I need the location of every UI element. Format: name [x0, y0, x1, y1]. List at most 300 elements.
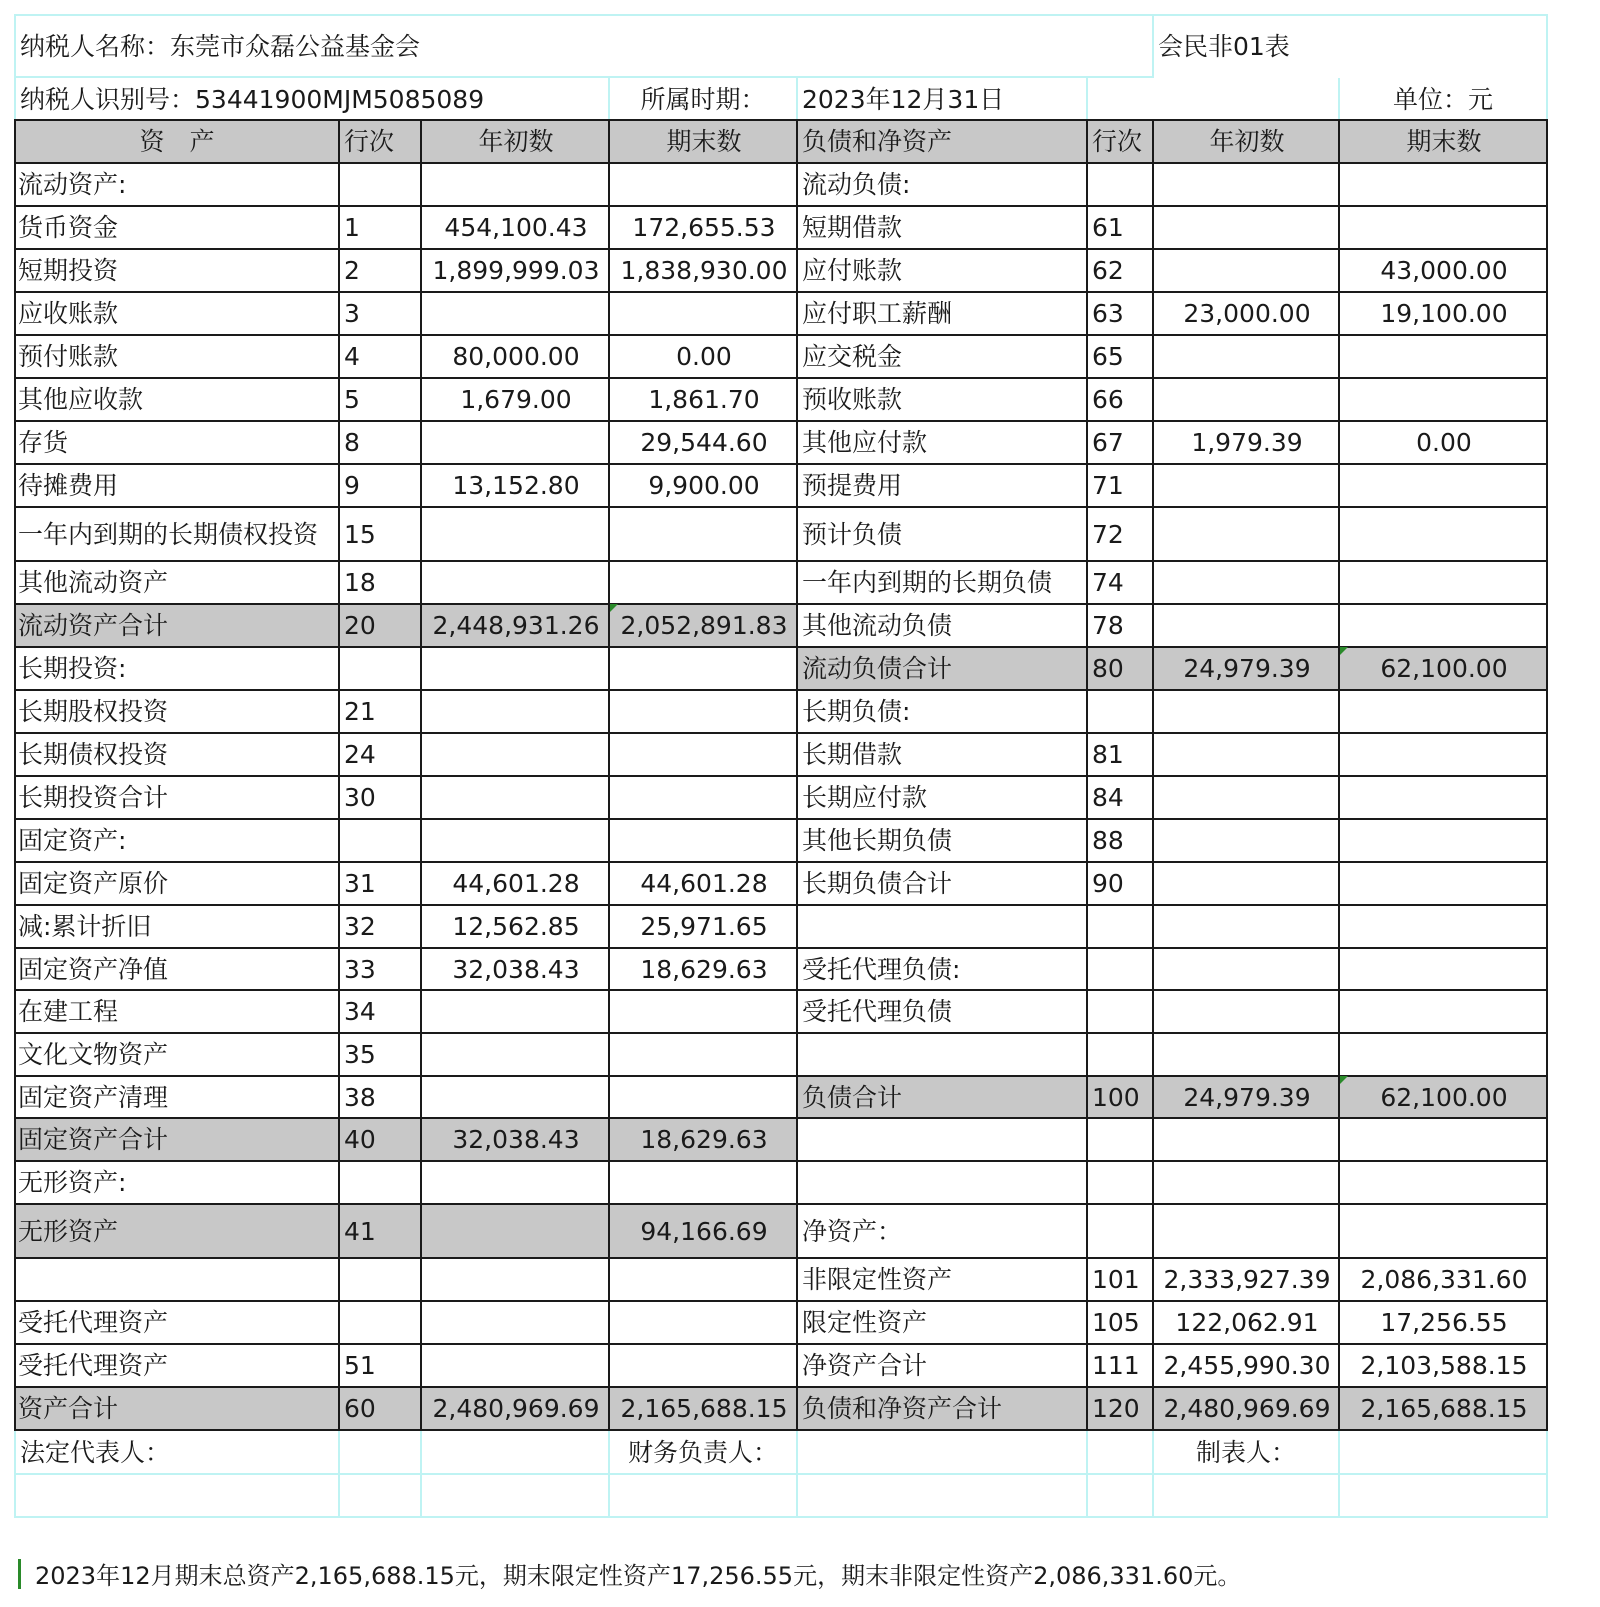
col-header-line-no-right: 行次	[1088, 120, 1154, 163]
liability-begin-value	[1154, 819, 1340, 862]
liability-end-value	[1340, 378, 1548, 421]
liability-name: 预提费用	[802, 471, 903, 500]
asset-name: 固定资产净值	[18, 954, 169, 984]
asset-begin-value	[422, 690, 610, 733]
liability-begin-value	[1154, 862, 1340, 905]
liability-end-value	[1340, 776, 1548, 819]
liability-begin-value	[1154, 249, 1340, 292]
grid-line	[420, 120, 422, 1431]
asset-name: 无形资产	[14, 1204, 340, 1258]
liability-end-value	[1340, 561, 1548, 604]
asset-name: 长期债权投资	[18, 740, 169, 769]
asset-line-no: 9	[344, 471, 360, 500]
liability-begin-value	[1154, 1118, 1340, 1161]
grid-line	[14, 377, 1548, 379]
liability-line-no: 67	[1092, 428, 1124, 457]
period-label: 所属时期：	[640, 84, 766, 114]
liability-line-no: 120	[1088, 1387, 1154, 1430]
liability-begin-value	[1154, 378, 1340, 421]
liability-name: 长期负债合计	[802, 869, 953, 898]
asset-begin-value: 80,000.00	[452, 342, 580, 371]
asset-begin-value: 12,562.85	[452, 912, 580, 941]
liability-name: 净资产合计	[802, 1351, 928, 1380]
asset-line-no: 3	[344, 299, 360, 328]
liability-begin-value	[1154, 776, 1340, 819]
liability-begin-value	[1154, 1204, 1340, 1258]
asset-line-no: 5	[344, 385, 360, 414]
asset-end-value	[610, 733, 798, 776]
liability-name: 应付职工薪酬	[802, 299, 953, 328]
grid-line	[14, 775, 1548, 777]
liability-end-value: 2,103,588.15	[1360, 1351, 1528, 1380]
liability-name: 流动负债:	[802, 170, 911, 199]
liability-line-no	[1088, 948, 1154, 990]
liability-name: 应交税金	[802, 342, 903, 371]
liability-name: 流动负债合计	[798, 647, 1088, 690]
asset-line-no	[340, 1301, 422, 1344]
cell-flag-marker	[1340, 1076, 1348, 1084]
grid-line	[14, 334, 1548, 336]
col-header-begin-right: 年初数	[1154, 120, 1340, 163]
legal-representative-label: 法定代表人：	[20, 1438, 171, 1467]
asset-end-value	[610, 1033, 798, 1076]
liability-name: 预计负债	[802, 519, 903, 549]
taxpayer-name-row	[16, 16, 1146, 76]
asset-begin-value	[422, 1301, 610, 1344]
asset-begin-value	[422, 561, 610, 604]
liability-end-value	[1340, 206, 1548, 249]
liability-line-no: 61	[1092, 213, 1124, 242]
asset-name: 存货	[18, 428, 69, 457]
liability-name: 受托代理负债	[802, 997, 953, 1026]
asset-line-no: 60	[340, 1387, 422, 1430]
asset-line-no: 1	[344, 213, 360, 242]
liability-line-no: 88	[1092, 826, 1124, 855]
grid-line	[14, 1343, 1548, 1345]
liability-line-no	[1088, 990, 1154, 1033]
grid-line	[14, 689, 1548, 691]
asset-begin-value	[422, 990, 610, 1033]
asset-begin-value	[422, 733, 610, 776]
liability-end-value	[1340, 905, 1548, 948]
asset-begin-value	[422, 819, 610, 862]
col-header-line-no: 行次	[340, 120, 422, 163]
liability-begin-value	[1154, 1033, 1340, 1076]
liability-end-value	[1340, 1118, 1548, 1161]
liability-line-no: 90	[1092, 869, 1124, 898]
asset-end-value	[610, 776, 798, 819]
asset-name: 流动资产:	[18, 170, 127, 199]
asset-name: 无形资产:	[18, 1168, 127, 1197]
liability-line-no	[1088, 163, 1154, 206]
liability-name: 其他长期负债	[802, 826, 953, 855]
asset-name: 流动资产合计	[14, 604, 340, 647]
grid-line	[608, 120, 610, 1431]
liability-name: 受托代理负债:	[802, 954, 961, 984]
grid-line	[14, 162, 1548, 164]
liability-begin-value	[1154, 905, 1340, 948]
liability-end-value	[1340, 1204, 1548, 1258]
asset-begin-value: 32,038.43	[452, 954, 580, 984]
asset-name: 一年内到期的长期债权投资	[18, 519, 319, 549]
col-header-liabilities: 负债和净资产	[798, 120, 1088, 163]
liability-line-no: 62	[1092, 256, 1124, 285]
liability-begin-value: 1,979.39	[1191, 428, 1303, 457]
asset-name: 预付账款	[18, 342, 119, 371]
liability-end-value: 43,000.00	[1380, 256, 1508, 285]
liability-line-no	[1088, 1204, 1154, 1258]
liability-line-no: 111	[1092, 1351, 1140, 1380]
preparer-label: 制表人：	[1195, 1438, 1296, 1467]
grid-line	[14, 603, 1548, 605]
asset-line-no: 41	[340, 1204, 422, 1258]
asset-line-no: 40	[340, 1118, 422, 1161]
asset-begin-value	[422, 776, 610, 819]
asset-name: 待摊费用	[18, 471, 119, 500]
taxpayer-name-label: 纳税人名称：	[20, 31, 171, 61]
cell-flag-marker	[1340, 647, 1348, 655]
grid-line	[14, 1075, 1548, 1077]
taxpayer-id-row	[16, 78, 606, 120]
liability-line-no	[1088, 1033, 1154, 1076]
asset-name: 资产合计	[14, 1387, 340, 1430]
grid-line	[14, 506, 1548, 508]
liability-name	[798, 1118, 1088, 1161]
asset-end-value	[610, 507, 798, 561]
asset-line-no: 34	[344, 997, 376, 1026]
grid-line	[14, 1300, 1548, 1302]
grid-line	[338, 120, 340, 1431]
grid-line	[796, 120, 798, 1431]
asset-end-value: 25,971.65	[640, 912, 768, 941]
liability-begin-value	[1154, 948, 1340, 990]
cell-flag-marker	[610, 604, 618, 612]
grid-line	[14, 205, 1548, 207]
grid-guide	[338, 1430, 340, 1518]
asset-line-no: 32	[344, 912, 376, 941]
liability-begin-value	[1154, 1161, 1340, 1204]
unit-label: 单位：元	[1392, 84, 1493, 114]
liability-begin-value	[1154, 561, 1340, 604]
asset-begin-value: 1,679.00	[460, 385, 572, 414]
asset-end-value	[610, 990, 798, 1033]
grid-line	[14, 1386, 1548, 1388]
liability-end-value	[1340, 733, 1548, 776]
grid-line	[14, 248, 1548, 250]
liability-end-value: 62,100.00	[1340, 1076, 1548, 1118]
asset-name: 文化文物资产	[18, 1040, 169, 1069]
liability-name: 短期借款	[802, 213, 903, 242]
asset-begin-value: 454,100.43	[444, 213, 588, 242]
liability-name: 预收账款	[802, 385, 903, 414]
asset-name: 固定资产清理	[18, 1082, 169, 1112]
asset-begin-value	[422, 163, 610, 206]
asset-name: 短期投资	[18, 256, 119, 285]
liability-line-no	[1088, 1161, 1154, 1204]
liability-name: 长期负债:	[802, 697, 911, 726]
liability-begin-value	[1154, 507, 1340, 561]
liability-end-value	[1340, 990, 1548, 1033]
liability-end-value: 19,100.00	[1380, 299, 1508, 328]
grid-line	[14, 989, 1548, 991]
asset-line-no	[340, 647, 422, 690]
col-header-begin: 年初数	[422, 120, 610, 163]
asset-end-value	[610, 561, 798, 604]
grid-line	[14, 1203, 1548, 1205]
asset-begin-value	[422, 507, 610, 561]
liability-end-value	[1340, 464, 1548, 507]
liability-begin-value: 2,333,927.39	[1163, 1265, 1331, 1294]
liability-name: 负债合计	[798, 1076, 1088, 1118]
asset-end-value: 9,900.00	[648, 471, 760, 500]
asset-line-no: 18	[344, 568, 376, 597]
asset-line-no	[340, 819, 422, 862]
asset-line-no: 21	[344, 697, 376, 726]
asset-name: 受托代理资产	[18, 1308, 169, 1337]
grid-line	[14, 1160, 1548, 1162]
asset-end-value: 1,861.70	[648, 385, 760, 414]
liability-end-value	[1340, 1161, 1548, 1204]
asset-name: 货币资金	[18, 213, 119, 242]
asset-begin-value	[422, 292, 610, 335]
asset-end-value: 172,655.53	[632, 213, 776, 242]
liability-name	[798, 1033, 1088, 1076]
asset-line-no	[340, 1161, 422, 1204]
asset-name: 其他应收款	[18, 385, 144, 414]
asset-end-value	[610, 1076, 798, 1118]
liability-line-no: 72	[1092, 519, 1124, 549]
asset-begin-value	[422, 1076, 610, 1118]
asset-end-value	[610, 647, 798, 690]
asset-name: 其他流动资产	[18, 568, 169, 597]
liability-name	[798, 1161, 1088, 1204]
taxpayer-id: 53441900MJM5085089	[195, 84, 485, 114]
asset-name	[14, 1258, 340, 1301]
liability-begin-value: 23,000.00	[1183, 299, 1311, 328]
liability-end-value: 2,086,331.60	[1360, 1265, 1528, 1294]
asset-begin-value: 13,152.80	[452, 471, 580, 500]
asset-name: 长期股权投资	[18, 697, 169, 726]
asset-begin-value: 44,601.28	[452, 869, 580, 898]
asset-line-no: 33	[344, 954, 376, 984]
liability-begin-value: 2,480,969.69	[1154, 1387, 1340, 1430]
col-header-end-right: 期末数	[1340, 120, 1548, 163]
liability-line-no	[1088, 905, 1154, 948]
grid-guide	[1338, 1430, 1340, 1518]
asset-name: 长期投资合计	[18, 783, 169, 812]
liability-line-no: 84	[1092, 783, 1124, 812]
liability-end-value	[1340, 690, 1548, 733]
grid-line	[14, 1429, 1548, 1431]
liability-line-no: 78	[1092, 611, 1124, 640]
grid-line	[14, 291, 1548, 293]
grid-line	[14, 732, 1548, 734]
asset-begin-value: 32,038.43	[422, 1118, 610, 1161]
asset-end-value	[610, 1301, 798, 1344]
grid-line	[14, 861, 1548, 863]
liability-begin-value	[1154, 604, 1340, 647]
liability-line-no: 74	[1092, 568, 1124, 597]
asset-line-no: 4	[344, 342, 360, 371]
asset-end-value	[610, 1344, 798, 1387]
liability-end-value	[1340, 948, 1548, 990]
asset-name: 应收账款	[18, 299, 119, 328]
liability-end-value	[1340, 819, 1548, 862]
asset-line-no: 31	[344, 869, 376, 898]
asset-line-no	[340, 1258, 422, 1301]
grid-line	[1546, 120, 1548, 1431]
liability-end-value	[1340, 604, 1548, 647]
liability-name: 长期借款	[802, 740, 903, 769]
grid-guide	[1086, 1430, 1088, 1518]
liability-name: 一年内到期的长期负债	[802, 568, 1053, 597]
asset-end-value: 2,052,891.83	[610, 604, 798, 647]
asset-begin-value: 2,448,931.26	[422, 604, 610, 647]
grid-line	[14, 420, 1548, 422]
liability-line-no: 66	[1092, 385, 1124, 414]
grid-line	[1086, 120, 1088, 1431]
asset-line-no: 8	[344, 428, 360, 457]
asset-line-no: 24	[344, 740, 376, 769]
asset-name: 长期投资:	[18, 654, 127, 683]
asset-line-no	[340, 163, 422, 206]
grid-line	[14, 818, 1548, 820]
grid-line	[1338, 120, 1340, 1431]
asset-line-no: 20	[340, 604, 422, 647]
asset-name: 减:累计折旧	[18, 912, 152, 941]
grid-guide	[420, 1430, 422, 1518]
liability-name: 限定性资产	[802, 1308, 928, 1337]
liability-begin-value	[1154, 206, 1340, 249]
col-header-end: 期末数	[610, 120, 798, 163]
liability-end-value	[1340, 862, 1548, 905]
liability-begin-value: 24,979.39	[1154, 647, 1340, 690]
liability-begin-value: 24,979.39	[1154, 1076, 1340, 1118]
liability-name: 其他流动负债	[802, 611, 953, 640]
liability-begin-value	[1154, 990, 1340, 1033]
grid-guide	[1086, 78, 1088, 120]
asset-end-value	[610, 690, 798, 733]
asset-line-no: 35	[344, 1040, 376, 1069]
grid-line	[14, 1257, 1548, 1259]
asset-end-value	[610, 1161, 798, 1204]
asset-end-value: 18,629.63	[610, 1118, 798, 1161]
grid-line	[14, 119, 1548, 121]
grid-line	[14, 646, 1548, 648]
liability-line-no: 100	[1088, 1076, 1154, 1118]
liability-name	[798, 905, 1088, 948]
liability-begin-value	[1154, 464, 1340, 507]
asset-begin-value	[422, 1344, 610, 1387]
grid-guide	[1546, 14, 1548, 120]
asset-begin-value	[422, 1161, 610, 1204]
note-marker	[18, 1559, 21, 1589]
grid-line	[14, 947, 1548, 949]
liability-name: 非限定性资产	[802, 1265, 953, 1294]
asset-end-value: 2,165,688.15	[610, 1387, 798, 1430]
grid-line	[14, 1117, 1548, 1119]
liability-begin-value	[1154, 335, 1340, 378]
finance-head-label: 财务负责人：	[627, 1438, 778, 1467]
liability-line-no: 71	[1092, 471, 1124, 500]
asset-begin-value	[422, 1258, 610, 1301]
asset-name: 固定资产:	[18, 826, 127, 855]
asset-line-no: 30	[344, 783, 376, 812]
liability-name: 长期应付款	[802, 783, 928, 812]
liability-end-value: 17,256.55	[1380, 1308, 1508, 1337]
liability-end-value: 0.00	[1416, 428, 1472, 457]
grid-line	[1152, 120, 1154, 1431]
grid-line	[14, 120, 16, 1431]
liability-begin-value	[1154, 163, 1340, 206]
asset-end-value: 29,544.60	[640, 428, 768, 457]
period-value: 2023年12月31日	[802, 84, 1005, 114]
grid-line	[14, 904, 1548, 906]
liability-line-no: 105	[1092, 1308, 1140, 1337]
liability-begin-value: 122,062.91	[1175, 1308, 1319, 1337]
grid-guide	[14, 1473, 1548, 1475]
asset-line-no: 38	[344, 1082, 376, 1112]
liability-name: 应付账款	[802, 256, 903, 285]
liability-begin-value: 2,455,990.30	[1163, 1351, 1331, 1380]
liability-line-no: 65	[1092, 342, 1124, 371]
liability-begin-value	[1154, 733, 1340, 776]
liability-name: 净资产：	[802, 1216, 903, 1246]
grid-guide	[14, 1516, 1548, 1518]
col-header-assets: 资 产	[14, 120, 340, 163]
asset-line-no: 51	[344, 1351, 376, 1380]
grid-line	[14, 1032, 1548, 1034]
asset-end-value	[610, 163, 798, 206]
asset-name: 在建工程	[18, 997, 119, 1026]
liability-line-no	[1088, 690, 1154, 733]
asset-name: 受托代理资产	[18, 1351, 169, 1380]
asset-begin-value	[422, 1033, 610, 1076]
liability-line-no: 63	[1092, 299, 1124, 328]
asset-name: 固定资产合计	[14, 1118, 340, 1161]
asset-begin-value	[422, 647, 610, 690]
liability-begin-value	[1154, 690, 1340, 733]
liability-end-value	[1340, 1033, 1548, 1076]
asset-end-value: 0.00	[676, 342, 732, 371]
asset-begin-value: 2,480,969.69	[422, 1387, 610, 1430]
taxpayer-name: 东莞市众磊公益基金会	[170, 31, 421, 61]
liability-line-no	[1088, 1118, 1154, 1161]
grid-guide	[1546, 1430, 1548, 1518]
liability-end-value: 62,100.00	[1340, 647, 1548, 690]
asset-line-no: 15	[344, 519, 376, 549]
asset-end-value: 1,838,930.00	[620, 256, 788, 285]
liability-line-no: 81	[1092, 740, 1124, 769]
asset-end-value: 44,601.28	[640, 869, 768, 898]
asset-end-value	[610, 1258, 798, 1301]
liability-line-no: 101	[1092, 1265, 1140, 1294]
grid-line	[14, 560, 1548, 562]
summary-note-text: 2023年12月期末总资产2,165,688.15元，期末限定性资产17,256.55元，期末非限定性资产2,086,331.60元。	[35, 1562, 1242, 1590]
liability-end-value: 2,165,688.15	[1340, 1387, 1548, 1430]
asset-end-value: 94,166.69	[610, 1204, 798, 1258]
liability-name: 其他应付款	[802, 428, 928, 457]
liability-end-value	[1340, 507, 1548, 561]
liability-line-no: 80	[1088, 647, 1154, 690]
asset-line-no: 2	[344, 256, 360, 285]
asset-end-value	[610, 819, 798, 862]
liability-end-value	[1340, 335, 1548, 378]
asset-begin-value	[422, 1204, 610, 1258]
asset-begin-value	[422, 421, 610, 464]
asset-begin-value: 1,899,999.03	[432, 256, 600, 285]
grid-line	[14, 463, 1548, 465]
